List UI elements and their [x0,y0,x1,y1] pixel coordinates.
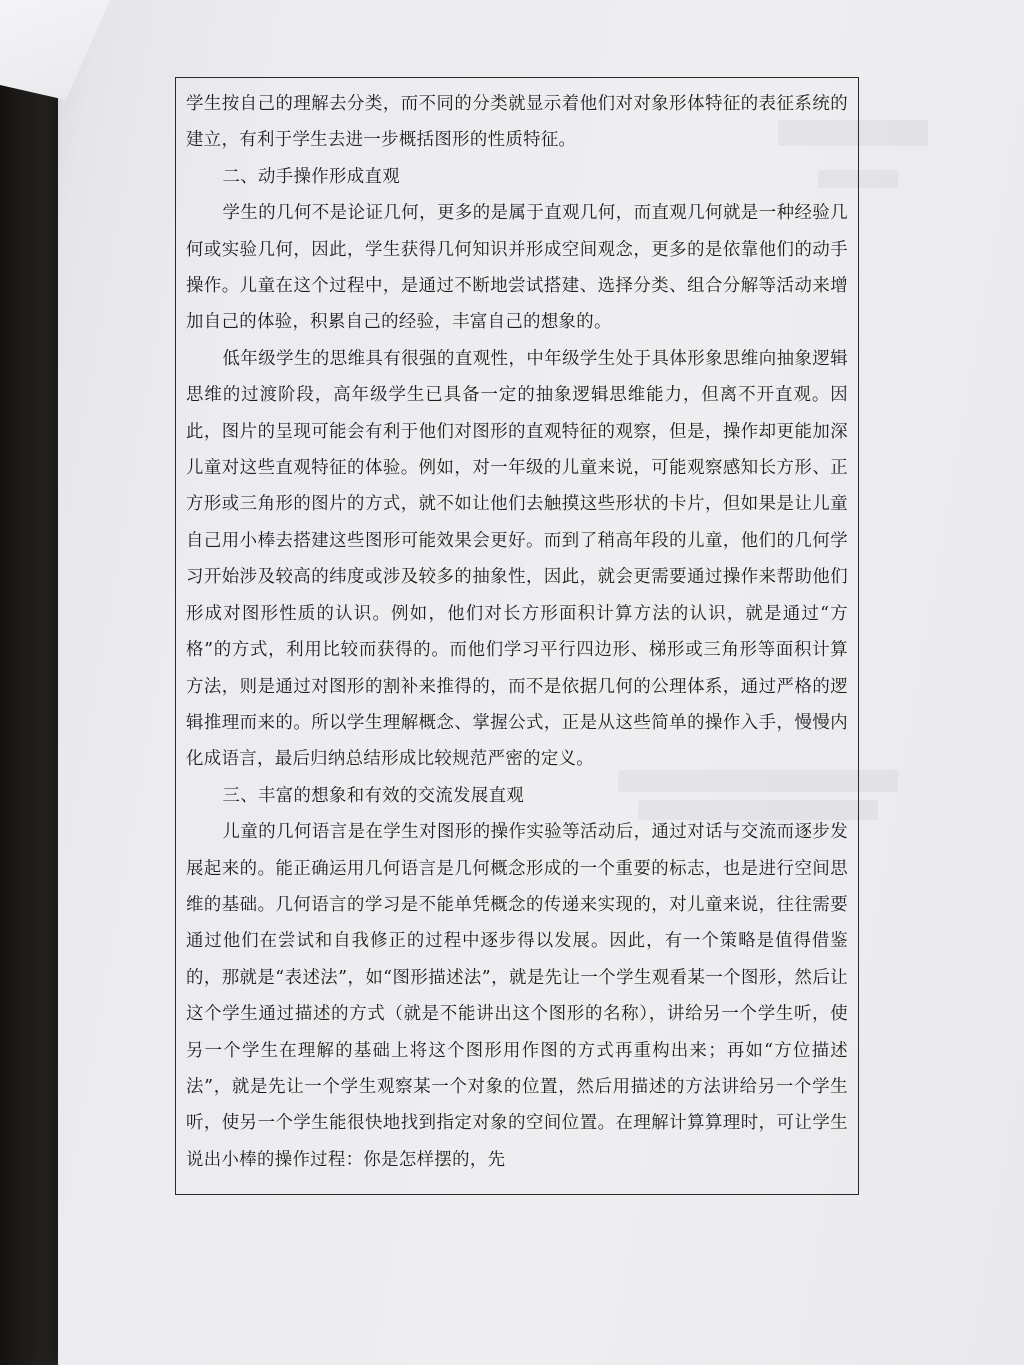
paragraph-continuation: 学生按自己的理解去分类，而不同的分类就显示着他们对对象形体特征的表征系统的建立，有利于学生去进一步概括图形的性质特征。 [186,94,848,151]
section-heading-2: 二、动手操作形成直观 [222,166,400,187]
text-frame [175,77,859,1195]
section-heading-3: 三、丰富的想象和有效的交流发展直观 [222,785,525,806]
paragraph-grade-levels: 低年级学生的思维具有很强的直观性，中年级学生处于具体形象思维向抽象逻辑思维的过渡阶段，高年级学生已具备一定的抽象逻辑思维能力，但离不开直观。因此，图片的呈现可能会有利于他们对图形的直观特征的观察，但是，操作却更能加深儿童对这些直观特征的体验。例如，对一年级的儿童来说，可能观察感知长方形、正方形或三角形的图片的方式，就不如让他们去触摸这些形状的卡片，但如果是让儿童自己用小棒去搭建这些图形可能效果会更好。而到了稍高年段的儿童，他们的几何学习开始涉及较高的纬度或涉及较多的抽象性，因此，就会更需要通过操作来帮助他们形成对图形性质的认识。例如，他们对长方形面积计算方法的认识，就是通过“方格”的方式，利用比较而获得的。而他们学习平行四边形、梯形或三角形等面积计算方法，则是通过对图形的割补来推得的，而不是依据几何的公理体系，通过严格的逻辑推理而来的。所以学生理解概念、掌握公式，正是从这些简单的操作入手，慢慢内化成语言，最后归纳总结形成比较规范严密的定义。 [186,348,848,770]
paragraph-geometry-intuition: 学生的几何不是论证几何，更多的是属于直观几何，而直观几何就是一种经验几何或实验几何，因此，学生获得几何知识并形成空间观念，更多的是依靠他们的动手操作。儿童在这个过程中，是通过不断地尝试搭建、选择分类、组合分解等活动来增加自己的体验，积累自己的经验，丰富自己的想象的。 [186,203,848,333]
paragraph-geometry-language: 儿童的几何语言是在学生对图形的操作实验等活动后，通过对话与交流而逐步发展起来的。能正确运用几何语言是几何概念形成的一个重要的标志，也是进行空间思维的基础。几何语言的学习是不能单凭概念的传递来实现的，对儿童来说，往往需要通过他们在尝试和自我修正的过程中逐步得以发展。因此，有一个策略是值得借鉴的，那就是“表述法”，如“图形描述法”，就是先让一个学生观看某一个图形，然后让这个学生通过描述的方式（就是不能讲出这个图形的名称），讲给另一个学生听，使另一个学生在理解的基础上将这个图形用作图的方式再重构出来；再如“方位描述法”，就是先让一个学生观察某一个对象的位置，然后用描述的方法讲给另一个学生听，使另一个学生能很快地找到指定对象的空间位置。在理解计算算理时，可让学生说出小棒的操作过程：你是怎样摆的，先 [186,822,848,1170]
